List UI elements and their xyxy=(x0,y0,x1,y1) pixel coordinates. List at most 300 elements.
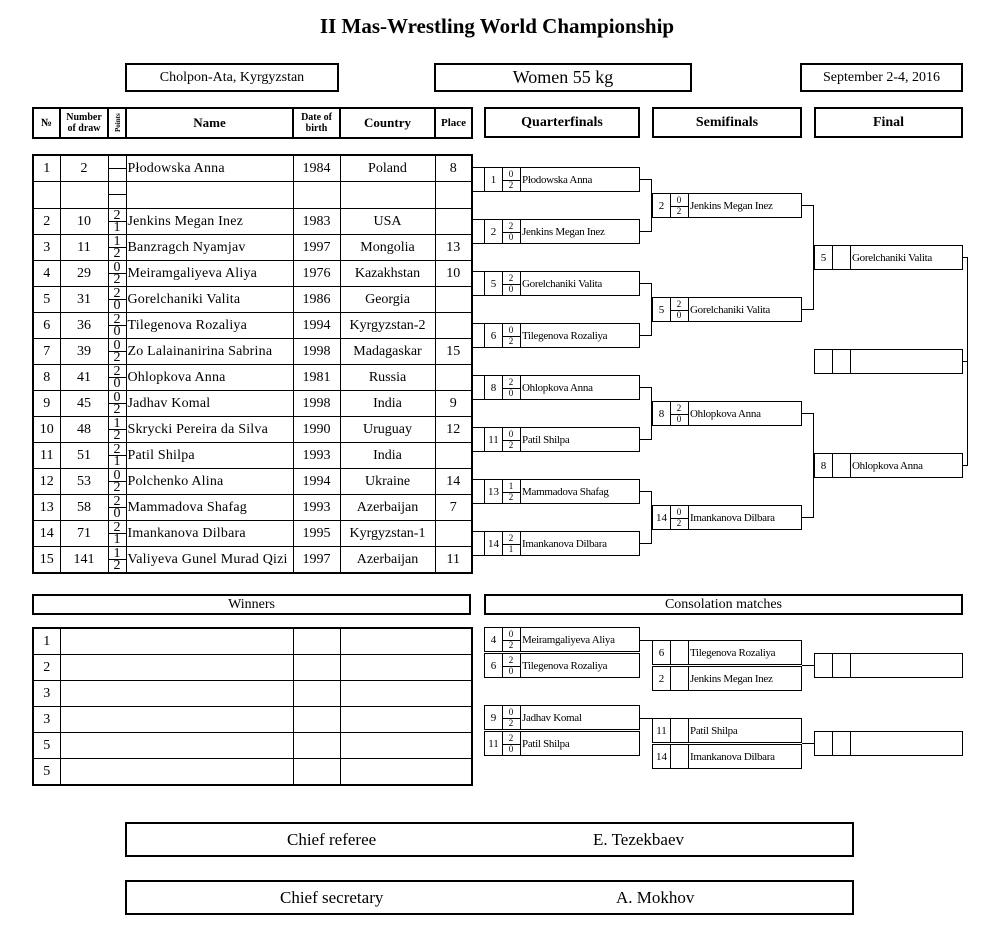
participant-country: Kazakhstan xyxy=(340,261,435,287)
score-first: 0 xyxy=(508,169,514,179)
participant-no: 10 xyxy=(33,417,60,443)
participant-country: Poland xyxy=(340,155,435,182)
consolation-result-box xyxy=(814,731,963,756)
match-athlete: Patil Shilpa xyxy=(690,724,738,737)
points-first: 2 xyxy=(113,442,121,457)
quarterfinal-match xyxy=(484,479,640,504)
chief-secretary-label: Chief secretary xyxy=(280,887,384,907)
participant-draw: 39 xyxy=(60,339,108,365)
participant-dob: 1993 xyxy=(293,495,340,521)
participant-place xyxy=(435,521,472,547)
winner-row xyxy=(33,733,472,759)
score-first: 1 xyxy=(508,481,514,491)
consolation-match xyxy=(652,666,802,691)
bracket-line xyxy=(471,427,484,428)
points-first: 0 xyxy=(113,390,121,405)
participant-place: 11 xyxy=(435,547,472,574)
score-second: 2 xyxy=(508,180,514,190)
participant-points xyxy=(108,182,126,209)
bracket-line xyxy=(471,323,484,324)
bracket-line xyxy=(471,167,484,168)
participant-points xyxy=(108,235,126,261)
points-first: 0 xyxy=(113,260,121,275)
winners-header: Winners xyxy=(32,594,471,615)
points-first: 2 xyxy=(113,208,121,223)
winner-name xyxy=(60,628,293,655)
participant-points xyxy=(108,339,126,365)
document-title: II Mas-Wrestling World Championship xyxy=(319,14,675,38)
table-row xyxy=(33,209,472,235)
table-row xyxy=(33,469,472,495)
points-first: 1 xyxy=(113,416,121,431)
winner-row xyxy=(33,628,472,655)
winner-name xyxy=(60,759,293,786)
table-row xyxy=(33,547,472,574)
points-first: 2 xyxy=(113,494,121,509)
participant-place: 14 xyxy=(435,469,472,495)
participant-country: Russia xyxy=(340,365,435,391)
chief-secretary-name: A. Mokhov xyxy=(616,887,695,907)
winner-row xyxy=(33,681,472,707)
participant-dob: 1986 xyxy=(293,287,340,313)
points-first: 2 xyxy=(113,286,121,301)
match-athlete: Tilegenova Rozaliya xyxy=(522,659,608,672)
match-athlete: Jadhav Komal xyxy=(522,711,582,724)
match-number: 4 xyxy=(485,628,503,651)
participant-name: Banzragch Nyamjav xyxy=(126,235,293,261)
participant-dob: 1983 xyxy=(293,209,340,235)
match-score xyxy=(670,402,689,425)
semifinal-match xyxy=(652,297,802,322)
score-second: 2 xyxy=(508,492,514,502)
match-number xyxy=(815,732,833,755)
participant-points xyxy=(108,495,126,521)
points-second: 0 xyxy=(113,376,121,391)
match-number xyxy=(815,654,833,677)
score-second: 0 xyxy=(508,744,514,754)
match-athlete: Meiramgaliyeva Aliya xyxy=(522,633,615,646)
match-athlete: Płodowska Anna xyxy=(522,173,593,186)
match-score xyxy=(502,428,521,451)
consolation-match xyxy=(652,744,802,769)
participant-draw: 29 xyxy=(60,261,108,287)
points-second: 0 xyxy=(113,324,121,339)
bracket-line xyxy=(471,555,484,556)
participant-draw: 36 xyxy=(60,313,108,339)
participant-no: 13 xyxy=(33,495,60,521)
match-athlete: Imankanova Dilbara xyxy=(690,750,775,763)
participant-place: 15 xyxy=(435,339,472,365)
match-number: 14 xyxy=(485,532,503,555)
participant-name: Skrycki Pereira da Silva xyxy=(126,417,293,443)
table-row xyxy=(33,182,472,209)
points-second: 2 xyxy=(113,350,121,365)
bracket-line xyxy=(802,665,814,666)
match-score xyxy=(502,324,521,347)
match-score xyxy=(502,628,521,651)
participant-place xyxy=(435,443,472,469)
match-score xyxy=(832,732,851,755)
table-row xyxy=(33,235,472,261)
match-athlete: Tilegenova Rozaliya xyxy=(690,646,776,659)
score-first: 0 xyxy=(508,629,514,639)
match-athlete: Jenkins Megan Inez xyxy=(522,225,605,238)
match-athlete: Gorelchaniki Valita xyxy=(690,303,770,316)
participant-dob: 1981 xyxy=(293,365,340,391)
table-row xyxy=(33,521,472,547)
participant-dob: 1995 xyxy=(293,521,340,547)
participant-draw xyxy=(60,182,108,209)
score-first: 2 xyxy=(508,533,514,543)
score-second: 0 xyxy=(508,232,514,242)
date-box xyxy=(800,63,963,92)
participants-header xyxy=(32,107,473,139)
match-number: 11 xyxy=(653,719,671,742)
match-number: 8 xyxy=(485,376,503,399)
table-row xyxy=(33,155,472,182)
points-second: 1 xyxy=(113,220,121,235)
match-number: 5 xyxy=(815,246,833,269)
score-second: 0 xyxy=(676,310,682,320)
match-score xyxy=(670,641,689,664)
table-row xyxy=(33,417,472,443)
participant-dob: 1994 xyxy=(293,313,340,339)
score-first: 2 xyxy=(508,733,514,743)
winner-place: 5 xyxy=(33,733,60,759)
winner-dob xyxy=(293,759,340,786)
weight-category: Women 55 kg xyxy=(512,67,614,87)
participant-name: Zo Lalainanirina Sabrina xyxy=(126,339,293,365)
quarterfinal-match xyxy=(484,167,640,192)
consolation-match xyxy=(652,718,802,743)
match-score xyxy=(502,220,521,243)
participant-draw: 53 xyxy=(60,469,108,495)
match-number: 2 xyxy=(485,220,503,243)
participant-place xyxy=(435,182,472,209)
consolation-match xyxy=(484,653,640,678)
quarterfinal-match xyxy=(484,531,640,556)
participant-points xyxy=(108,469,126,495)
location-box xyxy=(125,63,339,92)
table-row xyxy=(33,261,472,287)
match-score xyxy=(832,350,851,373)
winner-country xyxy=(340,707,472,733)
winner-place: 1 xyxy=(33,628,60,655)
event-date: September 2-4, 2016 xyxy=(822,69,941,85)
points-first: 0 xyxy=(113,468,121,483)
match-score xyxy=(670,667,689,690)
match-athlete: Imankanova Dilbara xyxy=(522,537,607,550)
participant-place: 7 xyxy=(435,495,472,521)
score-second: 1 xyxy=(508,544,514,554)
semifinals-header: Semifinals xyxy=(652,107,802,138)
participant-points xyxy=(108,287,126,313)
points-second: 0 xyxy=(113,506,121,521)
participant-name: Jenkins Megan Inez xyxy=(126,209,293,235)
table-row xyxy=(33,365,472,391)
score-first: 0 xyxy=(508,429,514,439)
score-second: 0 xyxy=(676,414,682,424)
bracket-line xyxy=(471,479,484,480)
participant-dob: 1993 xyxy=(293,443,340,469)
winner-row xyxy=(33,759,472,786)
participant-no: 12 xyxy=(33,469,60,495)
winner-name xyxy=(60,707,293,733)
points-second: 2 xyxy=(113,480,121,495)
match-athlete: Gorelchaniki Valita xyxy=(522,277,602,290)
participant-points xyxy=(108,417,126,443)
participant-name: Płodowska Anna xyxy=(126,155,293,182)
category-box xyxy=(434,63,692,92)
winner-row xyxy=(33,707,472,733)
match-athlete: Imankanova Dilbara xyxy=(690,511,775,524)
winner-dob xyxy=(293,733,340,759)
points-first: 1 xyxy=(113,546,121,561)
match-number: 2 xyxy=(653,194,671,217)
bracket-line xyxy=(471,451,484,452)
participant-country: India xyxy=(340,391,435,417)
points-first: 2 xyxy=(113,312,121,327)
match-number: 14 xyxy=(653,506,671,529)
participant-no xyxy=(33,182,60,209)
winners-table xyxy=(32,627,473,786)
participant-name: Meiramgaliyeva Aliya xyxy=(126,261,293,287)
participant-dob: 1994 xyxy=(293,469,340,495)
participant-dob xyxy=(293,182,340,209)
participant-draw: 48 xyxy=(60,417,108,443)
bracket-line xyxy=(471,243,484,244)
match-athlete: Patil Shilpa xyxy=(522,433,570,446)
score-first: 2 xyxy=(508,273,514,283)
table-row xyxy=(33,313,472,339)
participant-no: 8 xyxy=(33,365,60,391)
points-second: 2 xyxy=(113,272,121,287)
participant-name: Imankanova Dilbara xyxy=(126,521,293,547)
participant-points xyxy=(108,391,126,417)
match-number: 5 xyxy=(653,298,671,321)
participant-country: USA xyxy=(340,209,435,235)
participant-no: 14 xyxy=(33,521,60,547)
winner-place: 5 xyxy=(33,759,60,786)
participant-dob: 1997 xyxy=(293,235,340,261)
winner-name xyxy=(60,655,293,681)
participant-dob: 1990 xyxy=(293,417,340,443)
match-score xyxy=(832,454,851,477)
participant-no: 4 xyxy=(33,261,60,287)
match-number: 8 xyxy=(653,402,671,425)
participant-points xyxy=(108,209,126,235)
participant-place: 10 xyxy=(435,261,472,287)
participant-name: Valiyeva Gunel Murad Qizi xyxy=(126,547,293,574)
score-second: 2 xyxy=(676,206,682,216)
participant-draw: 2 xyxy=(60,155,108,182)
match-athlete: Patil Shilpa xyxy=(522,737,570,750)
winner-place: 3 xyxy=(33,707,60,733)
participant-no: 7 xyxy=(33,339,60,365)
semifinal-match xyxy=(652,505,802,530)
score-first: 0 xyxy=(676,507,682,517)
participant-draw: 45 xyxy=(60,391,108,417)
winner-place: 3 xyxy=(33,681,60,707)
consolation-match xyxy=(484,731,640,756)
winner-country xyxy=(340,733,472,759)
semifinal-match xyxy=(652,401,802,426)
match-score xyxy=(832,246,851,269)
match-score xyxy=(670,719,689,742)
chief-referee-name: E. Tezekbaev xyxy=(593,829,685,849)
participant-points xyxy=(108,155,126,182)
final-winner-box xyxy=(814,349,963,374)
participant-no: 2 xyxy=(33,209,60,235)
participant-points xyxy=(108,365,126,391)
winner-dob xyxy=(293,681,340,707)
participant-draw: 31 xyxy=(60,287,108,313)
participant-no: 1 xyxy=(33,155,60,182)
bracket-line xyxy=(471,375,484,376)
participant-name: Mammadova Shafag xyxy=(126,495,293,521)
participant-place: 8 xyxy=(435,155,472,182)
header-country: Country xyxy=(340,108,435,138)
participant-country: Azerbaijan xyxy=(340,495,435,521)
participant-name: Jadhav Komal xyxy=(126,391,293,417)
match-number: 6 xyxy=(485,654,503,677)
participant-no: 6 xyxy=(33,313,60,339)
final-match xyxy=(814,453,963,478)
match-number: 8 xyxy=(815,454,833,477)
bracket-line xyxy=(471,503,484,504)
participant-draw: 58 xyxy=(60,495,108,521)
match-score xyxy=(670,194,689,217)
score-first: 0 xyxy=(508,325,514,335)
participant-no: 3 xyxy=(33,235,60,261)
participant-points xyxy=(108,521,126,547)
score-first: 2 xyxy=(676,299,682,309)
header-place: Place xyxy=(435,108,472,138)
match-number: 2 xyxy=(653,667,671,690)
participant-draw: 71 xyxy=(60,521,108,547)
participant-place xyxy=(435,287,472,313)
winner-name xyxy=(60,681,293,707)
score-first: 0 xyxy=(508,707,514,717)
participant-name xyxy=(126,182,293,209)
winner-country xyxy=(340,681,472,707)
winner-country xyxy=(340,759,472,786)
score-second: 2 xyxy=(508,440,514,450)
participant-name: Ohlopkova Anna xyxy=(126,365,293,391)
points-divider xyxy=(109,194,126,195)
consolation-match xyxy=(484,627,640,652)
score-first: 2 xyxy=(508,377,514,387)
participant-dob: 1998 xyxy=(293,339,340,365)
score-second: 2 xyxy=(508,718,514,728)
bracket-line xyxy=(471,399,484,400)
match-score xyxy=(502,706,521,729)
points-first: 2 xyxy=(113,364,121,379)
score-first: 0 xyxy=(676,195,682,205)
match-number: 11 xyxy=(485,732,503,755)
location: Cholpon-Ata, Kyrgyzstan xyxy=(159,69,305,85)
bracket-line xyxy=(471,347,484,348)
bracket-line xyxy=(471,531,484,532)
match-score xyxy=(502,168,521,191)
consolation-header: Consolation matches xyxy=(484,594,963,615)
match-athlete: Jenkins Megan Inez xyxy=(690,199,773,212)
match-score xyxy=(502,732,521,755)
points-second: 2 xyxy=(113,558,121,573)
participant-place xyxy=(435,365,472,391)
participant-name: Tilegenova Rozaliya xyxy=(126,313,293,339)
participant-draw: 51 xyxy=(60,443,108,469)
participant-place: 12 xyxy=(435,417,472,443)
participant-country: Mongolia xyxy=(340,235,435,261)
participant-place xyxy=(435,313,472,339)
participant-country: India xyxy=(340,443,435,469)
winner-row xyxy=(33,655,472,681)
quarterfinal-match xyxy=(484,219,640,244)
winner-name xyxy=(60,733,293,759)
participant-dob: 1976 xyxy=(293,261,340,287)
header-points: Points xyxy=(108,108,126,138)
participant-place: 9 xyxy=(435,391,472,417)
quarterfinals-header: Quarterfinals xyxy=(484,107,640,138)
table-row xyxy=(33,443,472,469)
participant-points xyxy=(108,443,126,469)
participant-name: Patil Shilpa xyxy=(126,443,293,469)
participant-country: Uruguay xyxy=(340,417,435,443)
bracket-line xyxy=(471,295,484,296)
table-row xyxy=(33,339,472,365)
match-score xyxy=(502,532,521,555)
points-first: 2 xyxy=(113,520,121,535)
match-number: 14 xyxy=(653,745,671,768)
participant-country: Ukraine xyxy=(340,469,435,495)
score-second: 0 xyxy=(508,388,514,398)
participant-country: Kyrgyzstan-2 xyxy=(340,313,435,339)
consolation-result-box xyxy=(814,653,963,678)
winner-dob xyxy=(293,628,340,655)
bracket-line xyxy=(802,743,814,744)
participants-table xyxy=(32,154,473,574)
score-second: 2 xyxy=(676,518,682,528)
participant-no: 11 xyxy=(33,443,60,469)
bracket-line xyxy=(640,718,652,719)
points-second: 1 xyxy=(113,532,121,547)
score-first: 2 xyxy=(508,221,514,231)
participant-dob: 1998 xyxy=(293,391,340,417)
score-second: 0 xyxy=(508,666,514,676)
match-score xyxy=(670,298,689,321)
match-number: 1 xyxy=(485,168,503,191)
quarterfinal-match xyxy=(484,427,640,452)
header-no: № xyxy=(33,108,60,138)
participant-points xyxy=(108,547,126,574)
participant-draw: 10 xyxy=(60,209,108,235)
header-draw: Number of draw xyxy=(60,108,108,138)
table-row xyxy=(33,495,472,521)
match-score xyxy=(502,480,521,503)
bracket-line xyxy=(640,640,652,641)
bracket-line xyxy=(963,361,968,362)
winner-place: 2 xyxy=(33,655,60,681)
match-score xyxy=(502,654,521,677)
match-number: 9 xyxy=(485,706,503,729)
score-second: 2 xyxy=(508,640,514,650)
score-second: 2 xyxy=(508,336,514,346)
semifinal-match xyxy=(652,193,802,218)
score-first: 2 xyxy=(508,655,514,665)
final-header: Final xyxy=(814,107,963,138)
match-athlete: Gorelchaniki Valita xyxy=(852,251,932,264)
